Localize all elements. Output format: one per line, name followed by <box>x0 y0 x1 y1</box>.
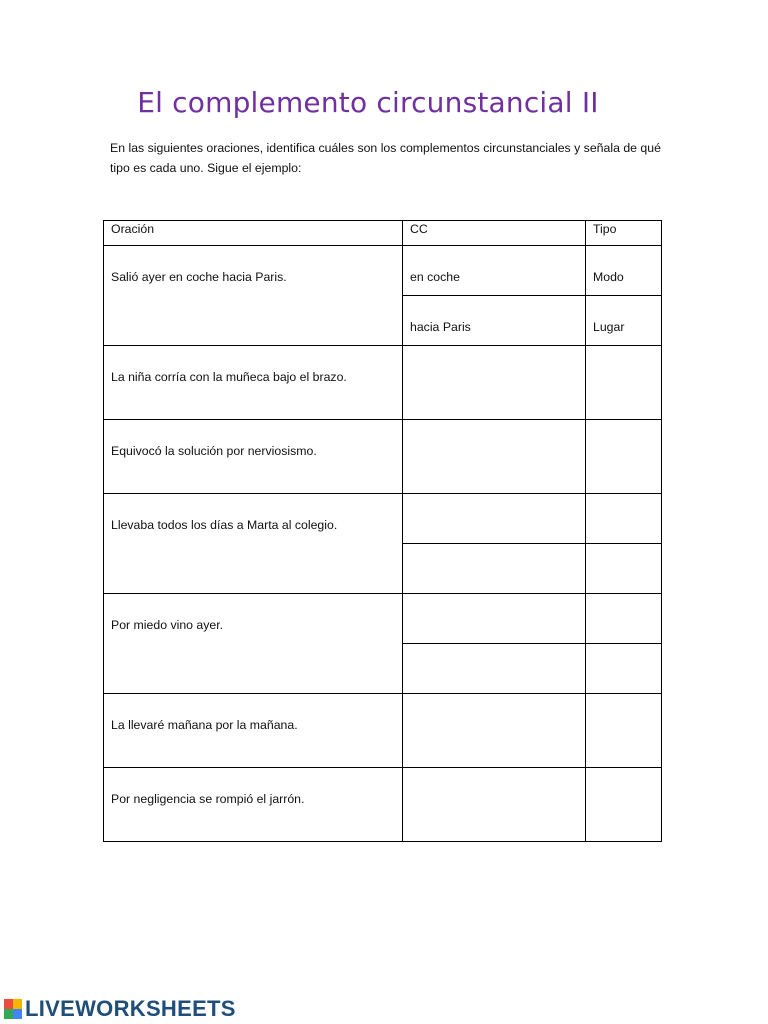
sentence-cell <box>104 420 403 494</box>
table-row <box>104 246 662 296</box>
header-tipo: Tipo <box>586 221 662 246</box>
table-row <box>104 594 662 644</box>
example-tipo: Modo <box>593 270 624 284</box>
sentence-cell <box>104 246 403 346</box>
sentence-text: Equivocó la solución por nerviosismo. <box>111 444 317 458</box>
example-cc: en coche <box>410 270 460 284</box>
cc-answer-field[interactable] <box>403 594 586 644</box>
table-row <box>104 494 662 544</box>
page-title: El complemento circunstancial II <box>137 86 599 119</box>
header-oracion: Oración <box>104 221 403 246</box>
table-row <box>104 694 662 768</box>
sentence-cell <box>104 346 403 420</box>
cc-answer-field[interactable] <box>403 644 586 694</box>
table-row <box>104 346 662 420</box>
header-cc: CC <box>403 221 586 246</box>
example-cc: hacia Paris <box>410 320 471 334</box>
cc-answer-field[interactable] <box>403 420 586 494</box>
cc-answer-field[interactable] <box>403 768 586 842</box>
tipo-cell <box>586 246 662 296</box>
brand-name: LIVEWORKSHEETS <box>25 996 236 1021</box>
tipo-answer-field[interactable] <box>586 594 662 644</box>
tipo-answer-field[interactable] <box>586 694 662 768</box>
exercise-table <box>103 220 662 842</box>
tipo-answer-field[interactable] <box>586 768 662 842</box>
sentence-cell <box>104 768 403 842</box>
sentence-cell <box>104 594 403 694</box>
tipo-answer-field[interactable] <box>586 346 662 420</box>
table-header-row <box>104 221 662 246</box>
cc-answer-field[interactable] <box>403 694 586 768</box>
sentence-text: La niña corría con la muñeca bajo el brazo. <box>111 370 347 384</box>
table-row <box>104 420 662 494</box>
tipo-answer-field[interactable] <box>586 644 662 694</box>
cc-cell <box>403 296 586 346</box>
footer-brand <box>4 996 236 1022</box>
cc-answer-field[interactable] <box>403 346 586 420</box>
sentence-text: Por miedo vino ayer. <box>111 618 224 632</box>
sentence-cell <box>104 694 403 768</box>
sentence-text: Por negligencia se rompió el jarrón. <box>111 792 305 806</box>
example-sentence: Salió ayer en coche hacia Paris. <box>111 270 287 284</box>
table-row <box>104 768 662 842</box>
sentence-text: La llevaré mañana por la mañana. <box>111 718 298 732</box>
instructions-text: En las siguientes oraciones, identifica cuáles son los complementos circunstanciales y señala de qué tipo es cada uno. Sigue el ejemplo: <box>110 141 661 175</box>
liveworksheets-logo-icon <box>4 999 22 1019</box>
sentence-text: Llevaba todos los días a Marta al colegio. <box>111 518 338 532</box>
example-tipo: Lugar <box>593 320 625 334</box>
cc-answer-field[interactable] <box>403 494 586 544</box>
tipo-cell <box>586 296 662 346</box>
cc-answer-field[interactable] <box>403 544 586 594</box>
tipo-answer-field[interactable] <box>586 420 662 494</box>
tipo-answer-field[interactable] <box>586 544 662 594</box>
sentence-cell <box>104 494 403 594</box>
cc-cell <box>403 246 586 296</box>
tipo-answer-field[interactable] <box>586 494 662 544</box>
